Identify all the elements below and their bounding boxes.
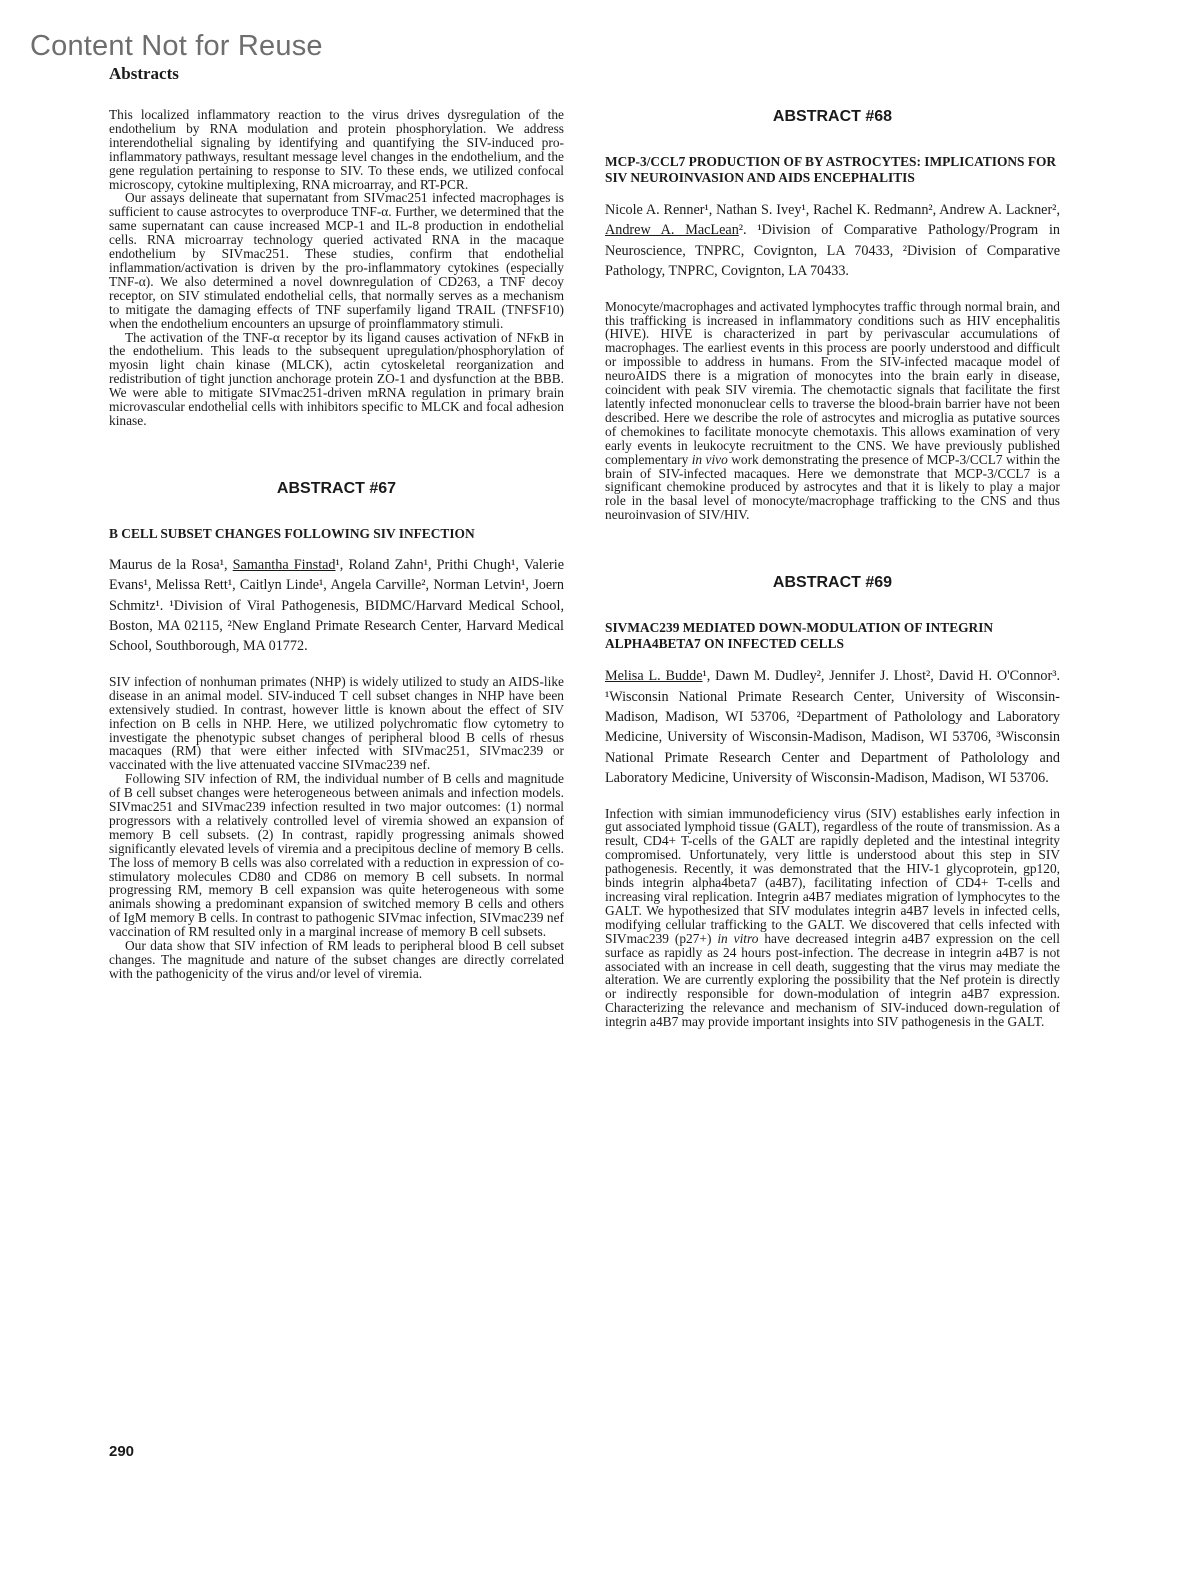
abstract-69: [605, 574, 1060, 1029]
abstract-69-authors: [605, 666, 1060, 788]
abstract-69-paragraph-1: [605, 807, 1060, 1030]
italic-term: in vitro: [717, 930, 759, 946]
abstract-67-authors: [109, 555, 564, 657]
left-column: [109, 108, 564, 981]
watermark: Content Not for Reuse: [30, 30, 323, 62]
abstract-68-heading: ABSTRACT #68: [772, 108, 893, 125]
paragraph-text: Monocyte/macrophages and activated lymphocytes traffic through normal brain, and this trafficking is increased in inflammatory conditions such as HIV encephalitis (HIVE). HIVE is characterized in part by perivascular accumulations of macrophages. The earliest events in this process are poorly understood and difficult or impossible to address in humans. From the SIV-infected macaque model of neuroAIDS there is a migration of monocytes into the brain early in disease, coincident with peak SIV viremia. The chemotactic signals that facilitate the first latently infected mononuclear cells to traverse the blood-brain barrier have not been described. Here we describe the role of astrocytes and microglia as putative sources of chemokines to facilitate monocyte chemotaxis. This allows examination of very early events in leukocyte recruitment to the CNS. We have previously published complementary: [605, 298, 1060, 467]
abstract-67: [109, 480, 564, 981]
italic-term: in vivo: [691, 451, 728, 467]
abstract-68-authors: [605, 200, 1060, 282]
presenting-author: Samantha Finstad: [232, 556, 336, 573]
authors-part-1: Nicole A. Renner¹, Nathan S. Ivey¹, Rachel K. Redmann², Andrew A. Lackner²,: [605, 202, 1060, 218]
abstract-68: [605, 108, 1060, 522]
abstract-66-continued: [109, 108, 564, 428]
abstract-67-paragraph-1: SIV infection of nonhuman primates (NHP) is widely utilized to study an AIDS-like disease in an animal model. SIV-induced T cell subset changes in NHP have been extensively studied. In contrast, however little is known about the effect of SIV infection on B cells in NHP. Here, we utilized polychromatic flow cytometry to investigate the phenotypic subset changes of peripheral blood B cells of rhesus macaques (RM) that were either infected with SIVmac251, SIVmac239 or vaccinated with the live attenuated vaccine SIVmac239 nef.: [109, 673, 564, 773]
running-head: Abstracts: [109, 64, 179, 83]
abstract-67-paragraph-3: Our data show that SIV infection of RM leads to peripheral blood B cell subset changes. The magnitude and nature of the subset changes are directly correlated with the pathogenicity of the virus and/or level of viremia.: [109, 938, 564, 981]
authors-part-2: ¹, Roland Zahn¹, Prithi Chugh¹, Valerie Evans¹, Melissa Rett¹, Caitlyn Linde¹, Angela Carville², Norman Letvin¹, Joern Schmitz¹. ¹Division of Viral Pathogenesis, BIDMC/Harvard Medical School, Boston, MA 02115, ²New England Primate Research Center, Harvard Medical School, Southborough, MA 01772.: [109, 556, 564, 655]
paragraph-text: Infection with simian immunodeficiency virus (SIV) establishes early infection in gut associated lymphoid tissue (GALT), regardless of the route of transmission. As a result, CD4+ T-cells of the GALT are rapidly depleted and the intestinal integrity compromised. Unfortunately, very little is understood about this step in SIV pathogenesis. Recently, it was demonstrated that the HIV-1 glycoprotein, gp120, binds integrin alpha4beta7 (a4B7), facilitating infection of CD4+ T-cells and increasing viral replication. Integrin a4B7 mediates migration of lymphocytes to the GALT. We hypothesized that SIV modulates integrin a4B7 levels in infected cells, modifying cellular trafficking to the GALT. We discovered that cells infected with SIVmac239 (p27+): [605, 805, 1060, 946]
page-number: 290: [109, 1443, 135, 1460]
continued-paragraph-3: The activation of the TNF-α receptor by its ligand causes activation of NFκB in the endothelium. This leads to the subsequent upregulation/phosphorylation of myosin light chain kinase (MLCK), actin cytoskeletal reorganization and redistribution of tight junction anchorage protein ZO-1 and dysfunction at the BBB. We were able to mitigate SIVmac251-driven mRNA regulation in primary brain microvascular endothelial cells with inhibitors specific to MLCK and focal adhesion kinase.: [109, 329, 564, 428]
abstract-69-heading: ABSTRACT #69: [772, 574, 893, 592]
abstract-67-paragraph-2: Following SIV infection of RM, the individual number of B cells and magnitude of B cell subset changes were heterogeneous between animals and infection models. SIVmac251 and SIVmac239 infection resulted in two major outcomes: (1) normal progressors with a relatively controlled level of viremia showed an expansion of memory B cell subsets. (2) In contrast, rapidly progressing animals showed significantly elevated levels of viremia and a precipitous decline of memory B cells. The loss of memory B cells was also correlated with a reduction in expression of co-stimulatory molecules CD80 and CD86 on memory B cell subsets. In normal progressing RM, memory B cell expansion was quite heterogeneous with some animals showing a predominant expansion of switched memory B cells and others of IgM memory B cells. In contrast to pathogenic SIVmac infection, SIVmac239 nef vaccination of RM resulted only in a marginal increase of memory B cell subsets.: [109, 771, 564, 940]
paragraph-text: work demonstrating the presence of MCP-3/CCL7 within the brain of SIV-infected macaques. Here we demonstrate that MCP-3/CCL7 is a significant chemokine produced by astrocytes and that it is likely to play a major role in the basal level of monocyte/macrophage trafficking to the CNS and thus neuroinvasion of SIV/HIV.: [605, 451, 1060, 523]
presenting-author: Andrew A. MacLean: [605, 222, 739, 239]
continued-paragraph-1: This localized inflammatory reaction to the virus drives dysregulation of the endothelium by RNA modulation and protein phosphorylation. We address interendothelial signaling by identifying and quantifying the SIV-induced pro-inflammatory pathways, resultant message level changes in the endothelium, and the gene regulation pertaining to response to SIV. To these ends, we utilized confocal microscopy, cytokine multiplexing, RNA microarray, and RT-PCR.: [109, 107, 564, 192]
abstract-67-heading: ABSTRACT #67: [276, 479, 397, 497]
abstract-67-title: B CELL SUBSET CHANGES FOLLOWING SIV INFECTION: [109, 525, 475, 541]
authors-part-2: ². ¹Division of Comparative Pathology/Program in Neuroscience, TNPRC, Covignton, LA 70433, ²Division of Comparative Pathology, TNPRC, Covignton, LA 70433.: [605, 222, 1060, 280]
abstract-69-title: SIVMAC239 MEDIATED DOWN-MODULATION OF INTEGRIN ALPHA4BETA7 ON INFECTED CELLS: [605, 620, 994, 652]
presenting-author: Melisa L. Budde: [605, 668, 703, 685]
authors-part-2: ¹, Dawn M. Dudley², Jennifer J. Lhost², David H. O'Connor³. ¹Wisconsin National Primate Research Center, University of Wisconsin-Madison, Madison, WI 53706, ²Department of Patholology and Laboratory Medicine, University of Wisconsin-Madison, Madison, WI 53706, ³Wisconsin National Primate Research Center and Department of Patholology and Laboratory Medicine, University of Wisconsin-Madison, Madison, WI 53706.: [605, 668, 1060, 787]
authors-part-1: Maurus de la Rosa¹,: [109, 556, 233, 573]
continued-paragraph-2: Our assays delineate that supernatant from SIVmac251 infected macrophages is sufficient to cause astrocytes to overproduce TNF-α. Further, we determined that the same supernatant can cause increased MCP-1 and IL-8 production in endothelial cells. RNA microarray technology queried activated RNA in the macaque endothelium by SIVmac251. These studies, confirm that endothelial inflammation/activation is driven by the pro-inflammatory cytokines (especially TNF-α). We also determined a novel downregulation of CD263, a TNF decoy receptor, on SIV stimulated endothelial cells, that normally serves as a mechanism to mitigate the damaging effects of TNF superfamily ligand TRAIL (TNFSF10) when the endothelium encounters an upsurge of proinflammatory stimuli.: [109, 190, 564, 331]
paragraph-text: have decreased integrin a4B7 expression on the cell surface as rapidly as 24 hours post-infection. The decrease in integrin a4B7 is not associated with an increase in cell death, suggesting that the virus may mediate the alteration. We are currently exploring the possibility that the Nef protein is directly or indirectly responsible for down-modulation of integrin a4B7 expression. Characterizing the relevance and mechanism of SIV-induced down-regulation of integrin a4B7 may provide important insights into SIV pathogenesis in the GALT.: [605, 930, 1060, 1030]
abstract-68-title: MCP-3/CCL7 PRODUCTION OF BY ASTROCYTES: IMPLICATIONS FOR SIV NEUROINVASION AND AIDS ENCEPHALITIS: [605, 154, 1057, 185]
right-column: [605, 108, 1060, 1029]
abstract-68-paragraph-1: [605, 300, 1060, 523]
